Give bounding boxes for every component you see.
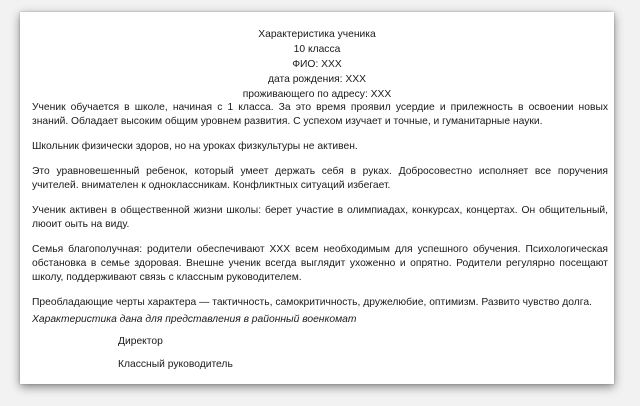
paragraph-character: Это уравновешенный ребенок, который умеет держать себя в руках. Добросовестно исполняет все поручения учителей. внимателен к одноклассникам. Конфликтных ситуаций избегает. (32, 166, 608, 191)
paragraph-health: Школьник физически здоров, но на уроках физкультуры не активен. (32, 141, 358, 152)
document-title: Характеристика ученика (258, 29, 376, 40)
purpose-statement: Характеристика дана для представления в районный военкомат (32, 314, 357, 325)
student-address: проживающего по адресу: ХХХ (242, 89, 392, 100)
paragraph-traits: Преобладающие черты характера — тактичность, самокритичность, дружелюбие, оптимизм. Развито чувство долга. (32, 297, 592, 308)
paragraph-social: Ученик активен в общественной жизни школы: берет участие в олимпиадах, конкурсах, концертах. Он общительный, люоит оыть на виду. (32, 205, 608, 230)
student-grade: 10 класса (293, 44, 341, 55)
document-page (20, 12, 614, 384)
signature-block (118, 335, 233, 381)
paragraph-family: Семья благополучная: родители обеспечивают ХХХ всем необходимым для успешного обучения. Психологическая обстановка в семье здоровая. Внешне ученик всегда выглядит ухоженно и опрятно. Родители регулярно посещают школу, поддерживают связь с классным руководителем. (32, 244, 608, 283)
signer-director: Директор (118, 336, 163, 347)
document-body (32, 101, 608, 327)
document-header (20, 27, 614, 102)
student-birthdate: дата рождения: ХХХ (268, 74, 366, 85)
paragraph-study: Ученик обучается в школе, начиная с 1 класса. За это время проявил усердие и прилежность в освоении новых знаний. Обладает высоким общим уровнем развития. С успехом изучает и точные, и гуманитарные науки. (32, 102, 608, 127)
student-name: ФИО: ХХХ (292, 59, 342, 70)
signer-class-teacher: Классный руководитель (118, 359, 233, 370)
